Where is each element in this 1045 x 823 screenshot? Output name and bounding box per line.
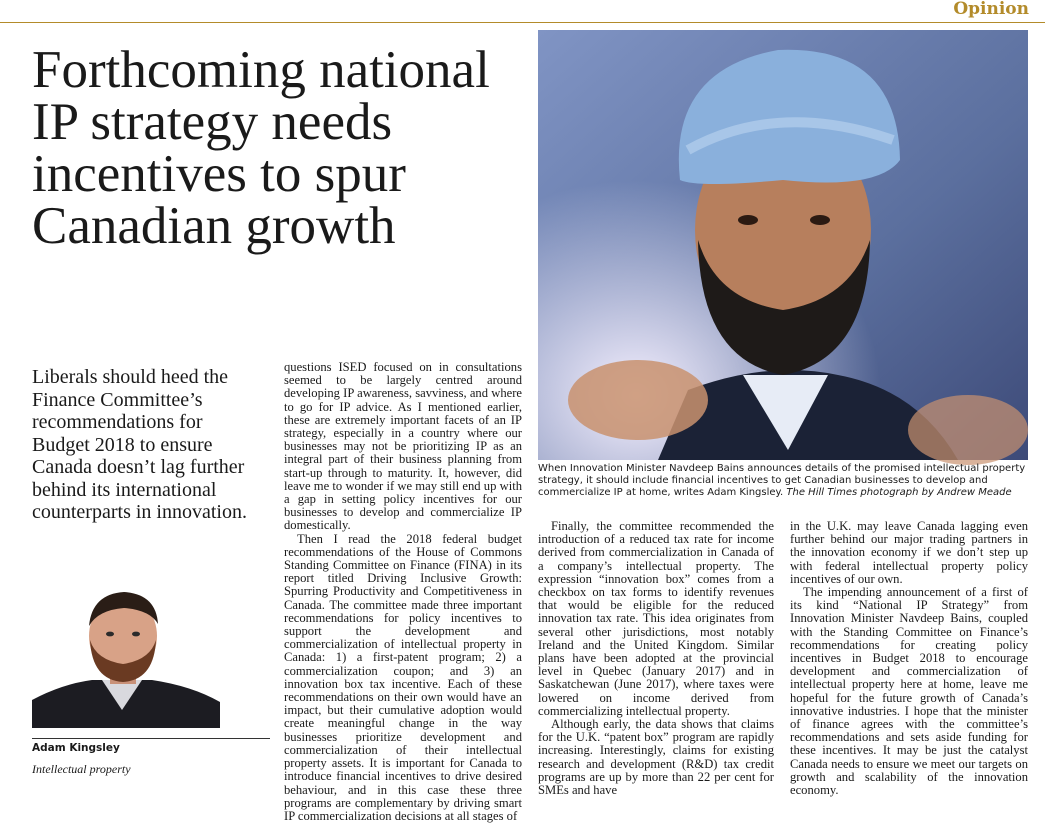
minister-portrait-illustration bbox=[538, 30, 1028, 460]
section-label: Opinion bbox=[953, 0, 1029, 19]
author-role: Intellectual property bbox=[32, 762, 131, 776]
body-column-3 bbox=[790, 519, 1028, 798]
author-divider bbox=[32, 738, 270, 739]
paragraph: Finally, the committee recommended the introduction of a reduced tax rate for income derived from commercialization in Canada of a company’s intellectual property. The expression “innovation box” comes from a checkbox on tax forms to identify revenues that would be eligible for the reduced innovation tax rate. This idea originates from several other jurisdictions, most notably Ireland and the United Kingdom. Similar plans have been adopted at the provincial level in Quebec (January 2017) and in Saskatchewan (June 2017), where taxes were lowered on income derived from commercializing intellectual property. bbox=[538, 519, 774, 718]
body-column-1 bbox=[284, 360, 522, 823]
paragraph: The impending announcement of a first of its kind “National IP Strategy” from Innovation Minister Navdeep Bains, coupled with the Standing Committee on Finance’s recommendations for creating policy incentives in Budget 2018 to encourage development and commercialization of intellectual property here at home, leave me hopeful for the future growth of Canada’s innovative industries. I hope that the minister of finance agrees with the committee’s recommendations and sets aside funding for these incentives. It may be just the catalyst Canada needs to ensure we meet our targets on growth and scalability of the innovation economy. bbox=[790, 585, 1028, 798]
author-photo bbox=[32, 588, 220, 728]
headline: Forthcoming national IP strategy needs incentives to spur Canadian growth bbox=[32, 41, 490, 255]
main-photo bbox=[538, 30, 1028, 460]
paragraph: questions ISED focused on in consultations seemed to be largely centred around developing IP awareness, savviness, and where to go for IP advice. As I mentioned earlier, these are extremely important facets of an IP strategy, especially in a country where our businesses may not be prioritizing IP as an integral part of their business planning from start-up through to maturity. It, however, did leave me to wonder if we may still end up with a gap in setting policy incentives for our businesses to develop and commercialize IP domestically. bbox=[284, 360, 522, 533]
standfirst: Liberals should heed the Finance Committee’s recommendations for Budget 2018 to ensure Canada doesn’t lag further behind its international counterparts in innovation. bbox=[32, 366, 247, 523]
photo-credit: The Hill Times photograph by Andrew Meade bbox=[786, 487, 1012, 498]
author-portrait-illustration bbox=[32, 588, 220, 728]
body-column-2 bbox=[538, 519, 774, 798]
author-name: Adam Kingsley bbox=[32, 742, 120, 754]
photo-caption bbox=[538, 463, 1028, 499]
paragraph: Although early, the data shows that claims for the U.K. “patent box” program are rapidly increasing. Interestingly, claims for existing research and development (R&D) tax credit programs are up by more than 22 per cent for SMEs and have bbox=[538, 717, 774, 798]
paragraph: in the U.K. may leave Canada lagging even further behind our major trading partners in the innovation economy if we don’t step up with federal intellectual property policy incentives of our own. bbox=[790, 519, 1028, 586]
paragraph: Then I read the 2018 federal budget recommendations of the House of Commons Standing Committee on Finance (FINA) in its report titled Driving Inclusive Growth: Spurring Productivity and Competitiveness in Canada. The committee made three important recommendations for policy incentives to support the development and commercialization of intellectual property in Canada: 1) a first-patent program; 2) a commercialization coupon; and 3) an innovation box tax incentive. Each of these recommendations on their own would have an impact, but their cumulative adoption would create meaningful change in the way businesses prioritize development and commercialization of their intellectual property assets. It is important for Canada to introduce financial incentives to drive desired behaviour, and in this case these three programs are complementary by driving smart IP commercialization decisions at all stages of bbox=[284, 531, 522, 823]
caption-text: When Innovation Minister Navdeep Bains announces details of the promised intellectual property strategy, it should include financial incentives to get Canadian businesses to develop and commercialize IP at home, writes Adam Kingsley. bbox=[538, 463, 1026, 498]
top-rule bbox=[0, 0, 1045, 23]
